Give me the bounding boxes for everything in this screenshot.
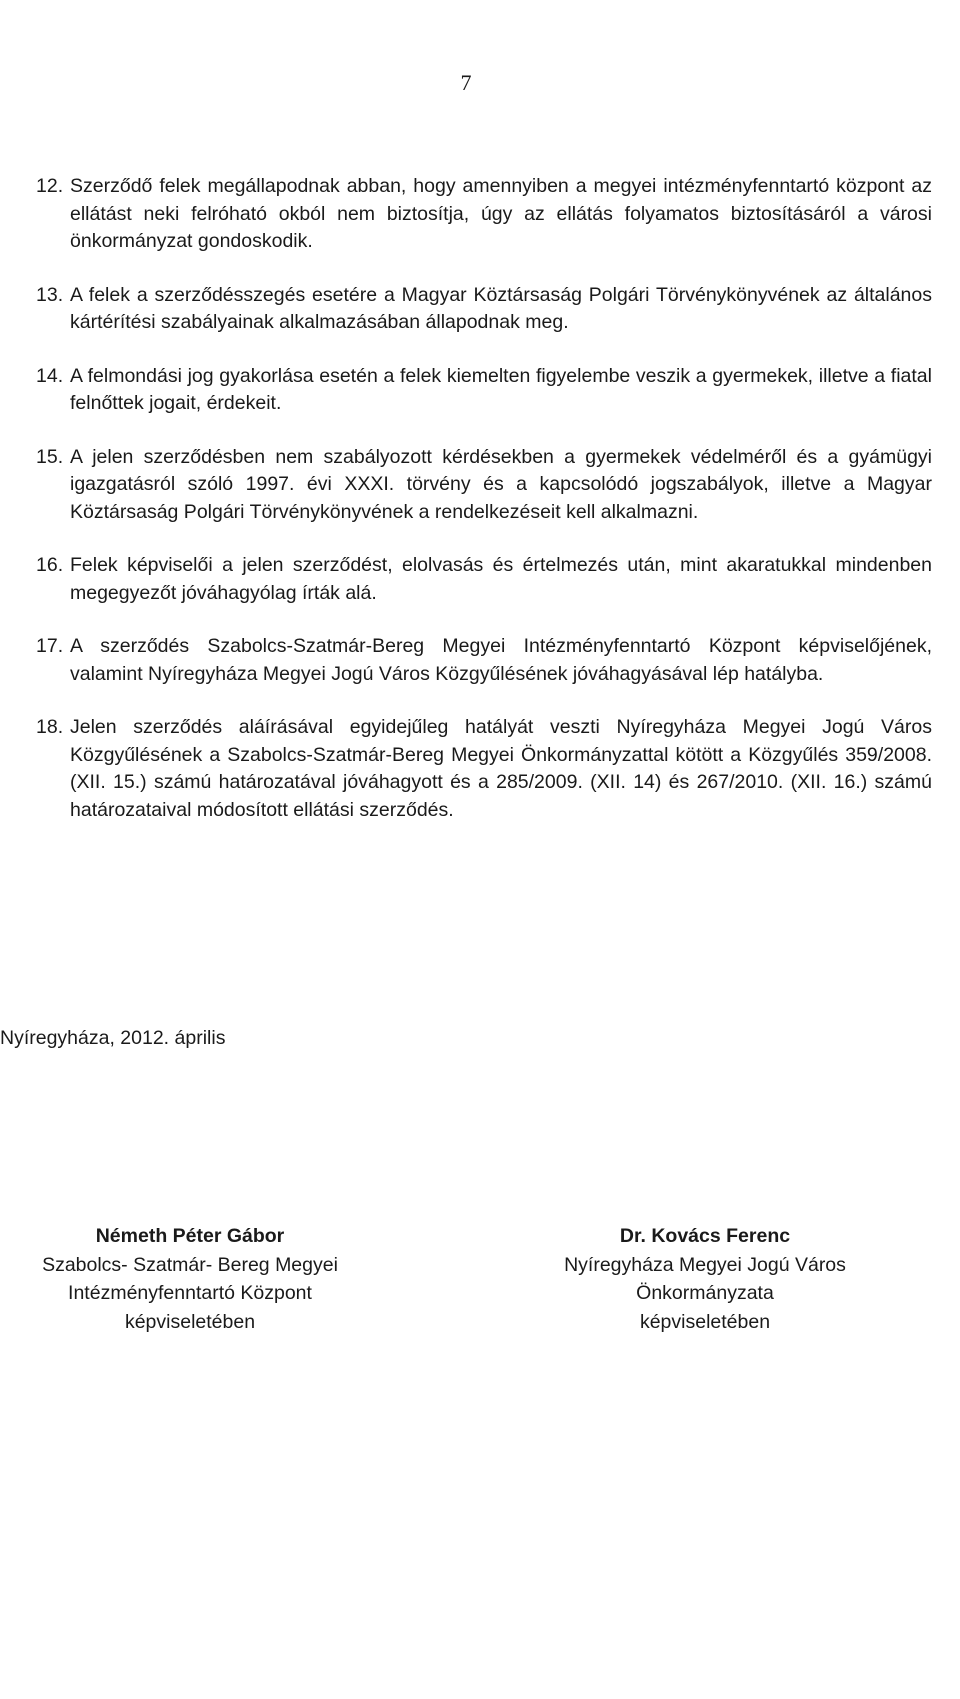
signatory-org-line: Szabolcs- Szatmár- Bereg Megyei [42,1253,338,1276]
clause-number: 15. [36,445,64,468]
clause-17 [36,633,932,688]
signature-block-right [515,1222,895,1336]
clause-text: A felmondási jog gyakorlása esetén a felek kiemelten figyelembe veszik a gyermekek, illetve a fiatal felnőttek jogait, érdekeit. [70,364,932,414]
clause-list [36,173,932,850]
clause-text: Felek képviselői a jelen szerződést, elolvasás és értelmezés után, mint akaratukkal mindenben megegyezőt jóváhagyólag írták alá. [70,554,932,604]
clause-text: Szerződő felek megállapodnak abban, hogy amennyiben a megyei intézményfenntartó központ az ellátást neki felróható okból nem biztosítja, úgy az ellátás folyamatos biztosításáról a városi önkormányzat gondoskodik. [70,175,932,252]
clause-text: Jelen szerződés aláírásával egyidejűleg hatályát veszti Nyíregyháza Megyei Jogú Város Közgyűlésének a Szabolcs-Szatmár-Bereg Megyei Önkormányzattal kötött a Közgyűlés 359/2008. (XII. 15.) számú határozatával jóváhagyott és a 285/2009. (XII. 14) és 267/2010. (XII. 16.) számú határozataival módosított ellátási szerződés. [70,716,932,821]
clause-12 [36,173,932,256]
signatory-capacity: képviseletében [639,1310,771,1333]
signatory-org-line: Intézményfenntartó Központ [68,1282,312,1304]
signatory-org-line: Nyíregyháza Megyei Jogú Város [564,1253,846,1276]
clause-number: 18. [36,716,64,738]
clause-number: 17. [36,635,64,657]
clause-text: A jelen szerződésben nem szabályozott kérdésekben a gyermekek védelméről és a gyámügyi igazgatásról szóló 1997. évi XXXI. törvény és a kapcsolódó jogszabályok, illetve a Magyar Köztársaság Polgári Törvénykönyvének a rendelkezéseit kell alkalmazni. [70,445,932,523]
clause-text: A szerződés Szabolcs-Szatmár-Bereg Megyei Intézményfenntartó Központ képviselőjének, valamint Nyíregyháza Megyei Jogú Város Közgyűlésének jóváhagyásával lép hatályba. [70,635,932,685]
page-number: 7 [460,70,472,95]
signatory-name: Németh Péter Gábor [95,1225,285,1247]
clause-16 [36,552,932,607]
clause-number: 14. [36,364,64,387]
clause-number: 13. [36,283,64,306]
clause-14 [36,363,932,418]
clause-13 [36,282,932,337]
clause-number: 12. [36,175,64,197]
signatory-capacity: képviseletében [124,1310,256,1333]
clause-text: A felek a szerződésszegés esetére a Magyar Köztársaság Polgári Törvénykönyvének az általános kártérítési szabályainak alkalmazásában állapodnak meg. [70,283,932,333]
place-date: Nyíregyháza, 2012. április [0,1027,226,1049]
signature-block-left [0,1222,380,1336]
signatory-org-line: Önkormányzata [636,1282,774,1304]
clause-18 [36,714,932,824]
clause-15 [36,444,932,527]
clause-number: 16. [36,554,64,576]
signatory-name: Dr. Kovács Ferenc [619,1225,791,1247]
